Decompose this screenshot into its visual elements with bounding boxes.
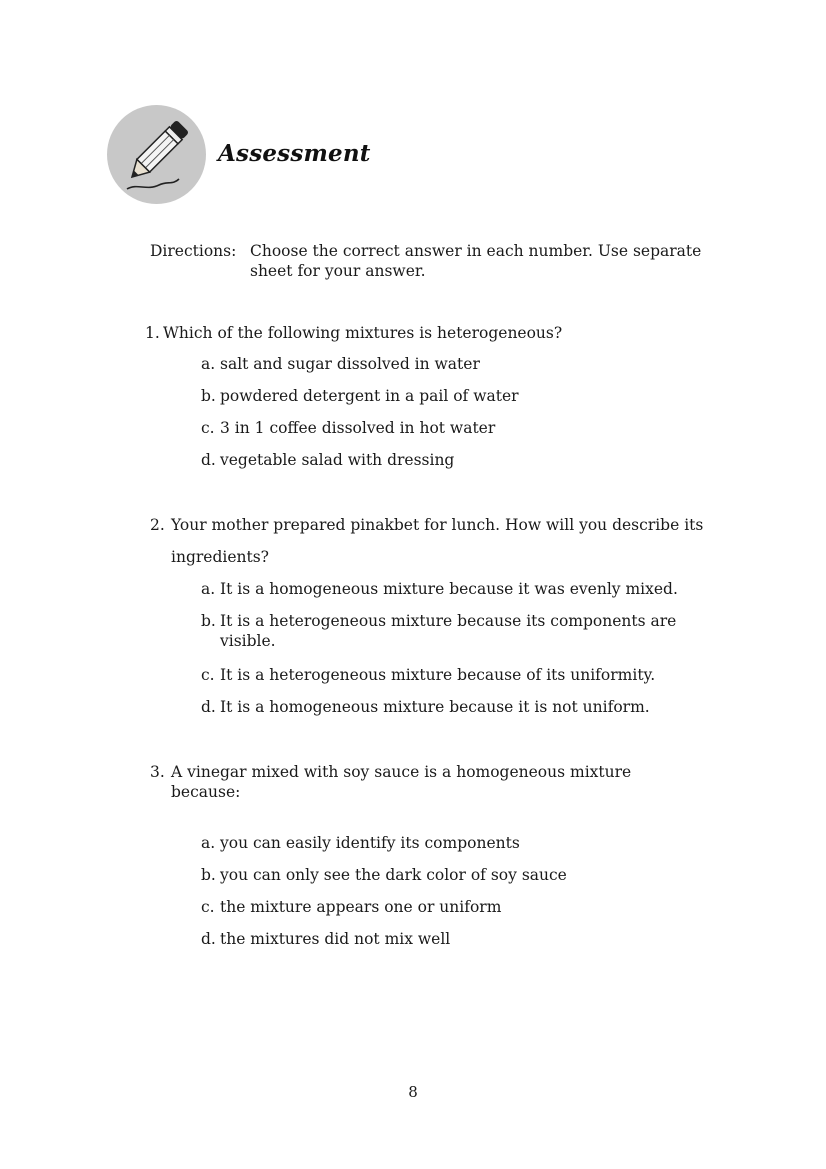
- question-number: 3.: [150, 763, 165, 781]
- option-letter: d.: [201, 451, 216, 469]
- question-1-option-b[interactable]: [201, 386, 721, 406]
- option-letter: a.: [201, 580, 216, 598]
- option-text: It is a homogeneous mixture because it is not uniform.: [220, 698, 650, 716]
- question-1: [145, 323, 745, 343]
- option-text: the mixtures did not mix well: [220, 930, 451, 948]
- question-2: [150, 515, 750, 535]
- option-text: It is a homogeneous mixture because it was evenly mixed.: [220, 580, 678, 598]
- question-1-option-a[interactable]: [201, 354, 721, 374]
- question-1-option-d[interactable]: [201, 450, 721, 470]
- option-text: It is a heterogeneous mixture because its components are visible.: [220, 612, 677, 650]
- directions: [150, 241, 730, 281]
- option-letter: b.: [201, 612, 216, 630]
- option-letter: a.: [201, 355, 216, 373]
- question-2-option-c[interactable]: [201, 665, 741, 685]
- question-2-stem-continued: [171, 547, 751, 567]
- question-3-option-c[interactable]: [201, 897, 721, 917]
- option-letter: b.: [201, 387, 216, 405]
- question-3: [150, 762, 660, 802]
- question-3-option-a[interactable]: [201, 833, 721, 853]
- directions-text: Choose the correct answer in each number. Use separate sheet for your answer.: [250, 242, 702, 280]
- question-number: 1.: [145, 324, 160, 342]
- question-1-option-c[interactable]: [201, 418, 721, 438]
- pencil-icon: [107, 105, 206, 204]
- question-3-option-d[interactable]: [201, 929, 721, 949]
- option-letter: b.: [201, 866, 216, 884]
- option-text: you can easily identify its components: [220, 834, 520, 852]
- question-2-option-a[interactable]: [201, 579, 741, 599]
- directions-label: Directions:: [150, 242, 237, 260]
- option-letter: c.: [201, 666, 215, 684]
- option-letter: d.: [201, 930, 216, 948]
- option-letter: c.: [201, 419, 215, 437]
- page-number: 8: [408, 1083, 418, 1101]
- question-stem: A vinegar mixed with soy sauce is a homogeneous mixture because:: [171, 763, 632, 801]
- option-letter: a.: [201, 834, 216, 852]
- option-text: vegetable salad with dressing: [220, 451, 455, 469]
- section-title: Assessment: [218, 140, 371, 167]
- option-text: salt and sugar dissolved in water: [220, 355, 480, 373]
- option-text: the mixture appears one or uniform: [220, 898, 502, 916]
- option-text: powdered detergent in a pail of water: [220, 387, 519, 405]
- question-stem-continued: ingredients?: [171, 548, 269, 566]
- question-number: 2.: [150, 516, 165, 534]
- option-letter: c.: [201, 898, 215, 916]
- question-2-option-b[interactable]: [201, 611, 701, 651]
- question-stem: Which of the following mixtures is heterogeneous?: [163, 324, 563, 342]
- question-stem: Your mother prepared pinakbet for lunch. How will you describe its: [171, 516, 704, 534]
- option-text: you can only see the dark color of soy sauce: [220, 866, 567, 884]
- question-2-option-d[interactable]: [201, 697, 741, 717]
- option-text: It is a heterogeneous mixture because of its uniformity.: [220, 666, 656, 684]
- option-text: 3 in 1 coffee dissolved in hot water: [220, 419, 496, 437]
- option-letter: d.: [201, 698, 216, 716]
- question-3-option-b[interactable]: [201, 865, 721, 885]
